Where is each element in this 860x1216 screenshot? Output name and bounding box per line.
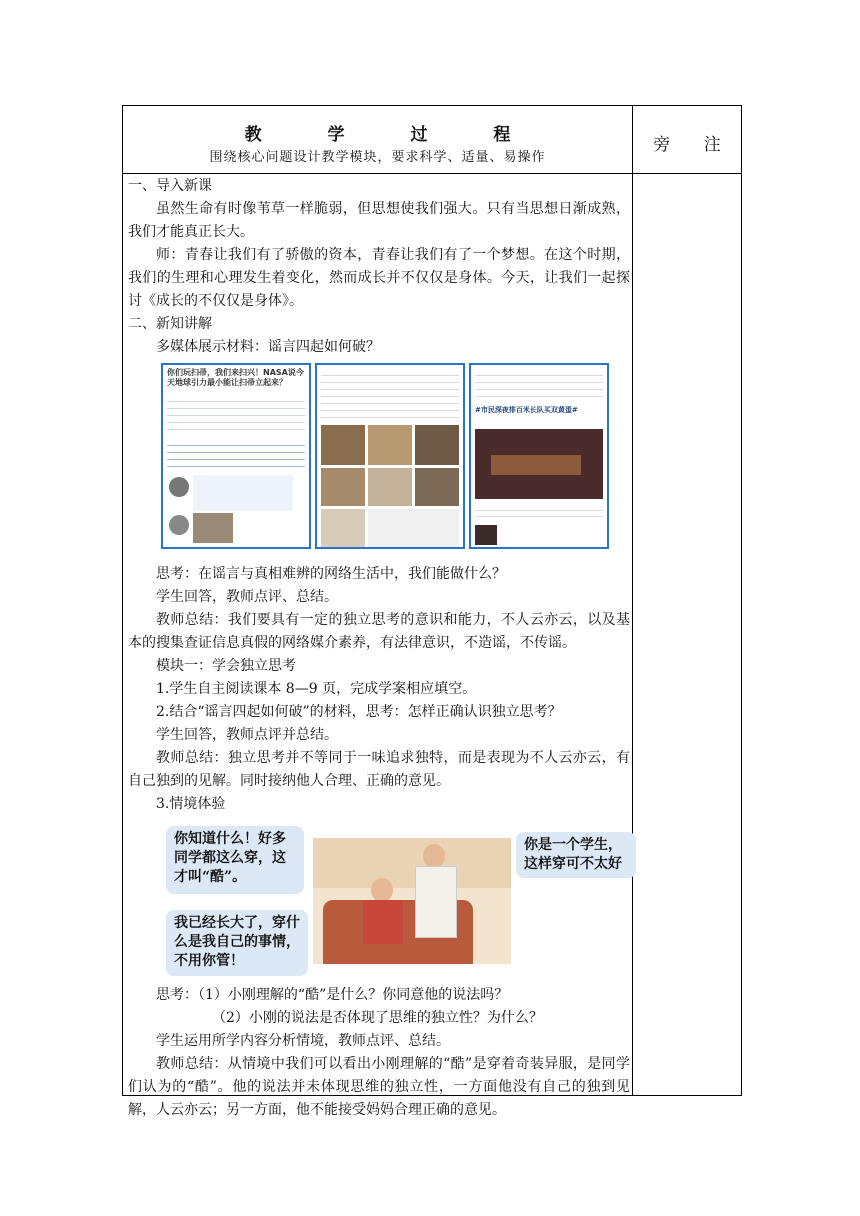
speech-bubble-boy-2: 我已经长大了，穿什么是我自己的事情，不用你管！ [166,910,308,976]
rumor-screenshot-2 [315,363,465,549]
table-subtitle: 围绕核心问题设计教学模块，要求科学、适量、易操作 [209,150,546,165]
paragraph: 思考：（1）小刚理解的“酷”是什么？你同意他的说法吗？ [156,987,509,1003]
paragraph: 多媒体展示材料：谣言四起如何破？ [156,339,380,355]
speech-bubble-boy: 你知道什么！好多同学都这么穿，这才叫“酷”。 [166,826,304,894]
module-heading: 模块一：学会独立思考 [156,658,296,674]
header-divider [123,173,741,174]
paragraph: （2）小刚的说法是否体现了思维的独立性？为什么？ [212,1010,543,1026]
section-heading: 二、新知讲解 [128,316,212,332]
paragraph: 学生回答，教师点评、总结。 [156,589,338,605]
paragraph: 学生回答，教师点评并总结。 [156,727,338,743]
table-title: 教 学 过 程 [244,125,541,145]
rumor-screenshot-3 [469,363,609,549]
paragraph: 思考：在谣言与真相难辨的网络生活中，我们能做什么？ [156,566,506,582]
speech-bubble-mother: 你是一个学生，这样穿可不太好 [516,832,636,878]
illustration-picture [313,838,511,964]
paragraph: 3.情境体验 [156,796,226,812]
paragraph: 学生运用所学内容分析情境，教师点评、总结。 [156,1033,450,1049]
side-notes-header: 旁 注 [653,135,735,155]
media-materials [161,363,630,559]
paragraph: 教师总结：从情境中我们可以看出小刚理解的“酷”是穿着奇装异服，是同学们认为的“酷”。他的说法并未体现思维的独立性，一方面他没有自己的独到见解，人云亦云；另一方面，他不能接受妈妈合理正确的意见。 [128,1056,630,1118]
paragraph: 师：青春让我们有了骄傲的资本，青春让我们有了一个梦想。在这个时期，我们的生理和心理发生着变化，然而成长并不仅仅是身体。今天，让我们一起探讨《成长的不仅仅是身体》。 [128,247,630,309]
screenshot-headline: #市民深夜排百米长队买双黄蛋# [475,406,578,414]
scenario-illustration [128,820,630,980]
rumor-screenshot-1 [161,363,311,549]
screenshot-headline: 你们玩扫帚，我们来扫兴！NASA说今天地球引力最小能让扫帚立起来？ [167,368,304,387]
lesson-content [128,175,630,1122]
paragraph: 教师总结：独立思考并不等同于一味追求独特，而是表现为不人云亦云，有自己独到的见解。同时接纳他人合理、正确的意见。 [128,750,630,789]
paragraph: 1.学生自主阅读课本 8—9 页，完成学案相应填空。 [156,681,477,697]
paragraph: 2.结合“谣言四起如何破”的材料，思考：怎样正确认识独立思考？ [156,704,562,720]
paragraph: 教师总结：我们要具有一定的独立思考的意识和能力，不人云亦云，以及基本的搜集查证信息真假的网络媒介素养，有法律意识，不造谣，不传谣。 [128,612,630,651]
section-heading: 一、导入新课 [128,178,212,194]
paragraph: 虽然生命有时像苇草一样脆弱，但思想使我们强大。只有当思想日渐成熟，我们才能真正长大。 [128,201,630,240]
lesson-table [122,105,742,1118]
column-divider [632,106,633,1095]
